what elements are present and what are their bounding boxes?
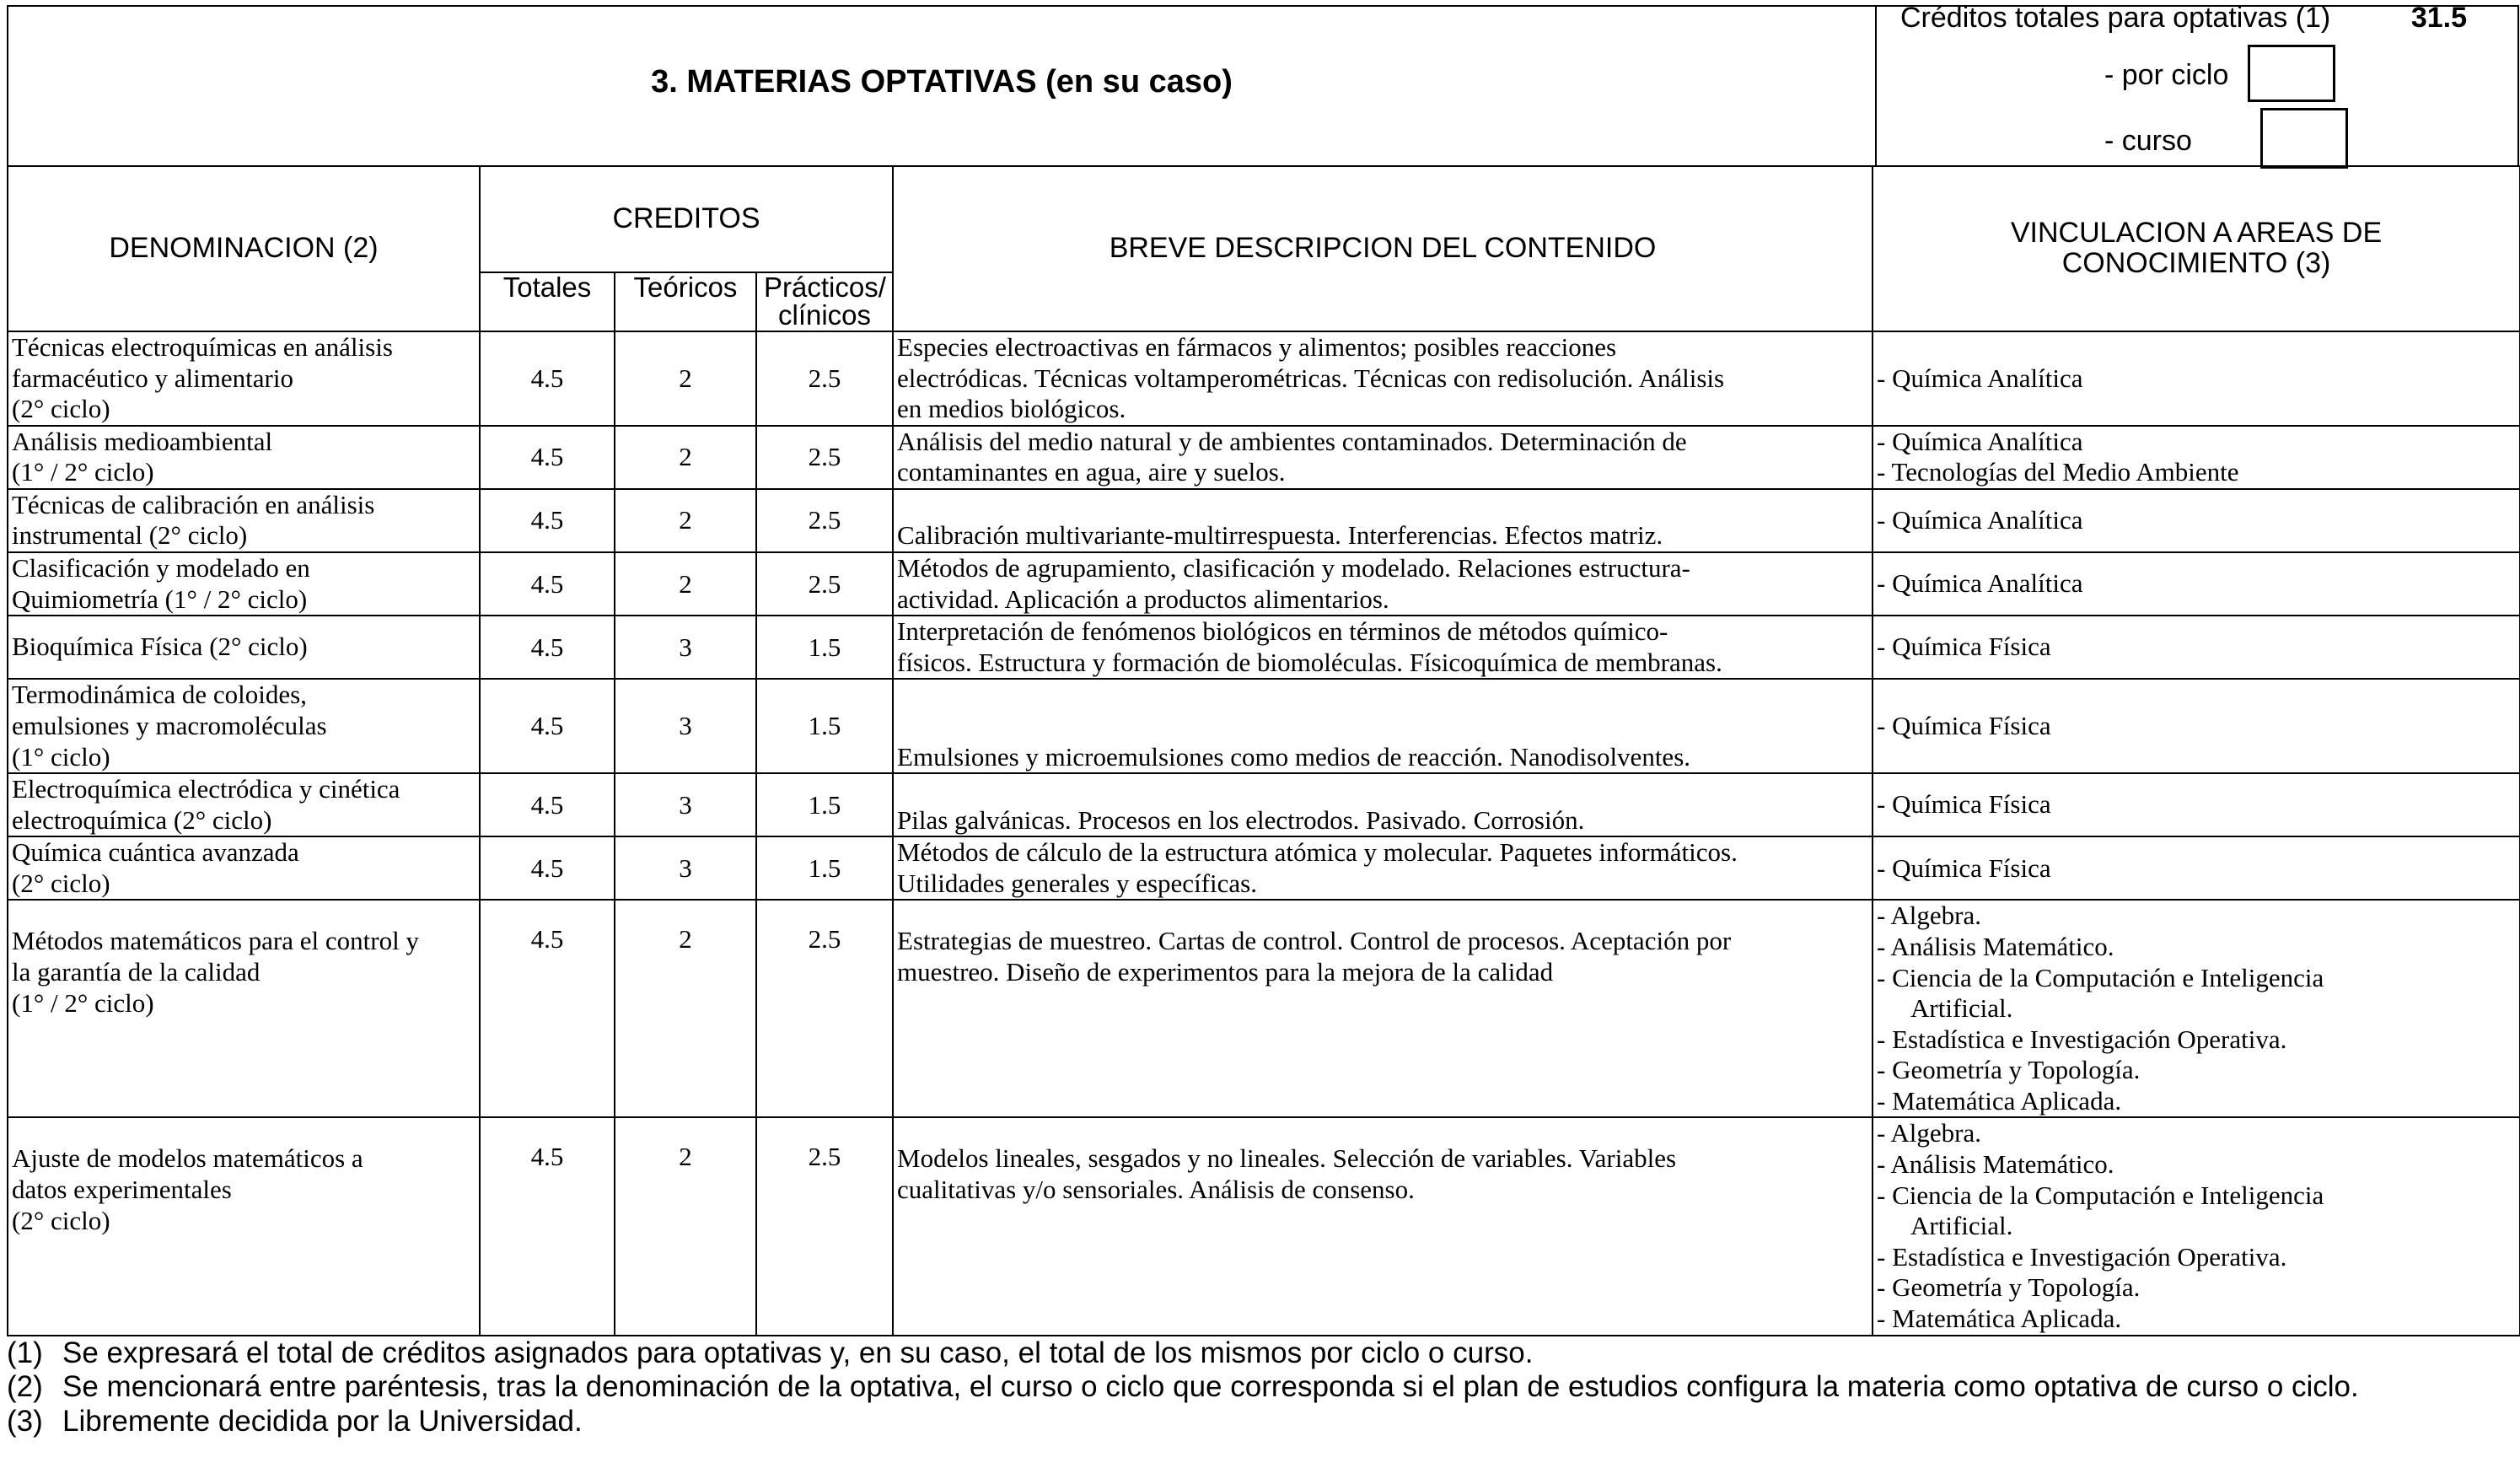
credits-totales-cell: 4.5 bbox=[480, 331, 615, 426]
description-cell bbox=[893, 900, 1873, 1117]
credits-practicos-cell: 2.5 bbox=[756, 489, 893, 552]
description-line: actividad. Aplicación a productos alimentarios. bbox=[897, 583, 1389, 614]
subject-name-cell bbox=[8, 679, 480, 773]
credits-teoricos-cell: 3 bbox=[615, 679, 756, 773]
column-header-creditos: CREDITOS bbox=[480, 166, 893, 272]
credits-teoricos-cell: 3 bbox=[615, 836, 756, 900]
knowledge-area-item: - Química Analítica bbox=[1877, 505, 2083, 535]
subject-name-line: (2° ciclo) bbox=[12, 1205, 110, 1235]
knowledge-areas-cell bbox=[1873, 489, 2520, 552]
credits-teoricos-cell: 2 bbox=[615, 900, 756, 1117]
description-line: físicos. Estructura y formación de biomoléculas. Físicoquímica de membranas. bbox=[897, 647, 1722, 677]
footnote-text: Se expresará el total de créditos asignados para optativas y, en su caso, el total de los mismos por ciclo o curso. bbox=[62, 1336, 1534, 1369]
subject-name-line: Electroquímica electródica y cinética bbox=[12, 774, 400, 804]
description-line: Utilidades generales y específicas. bbox=[897, 868, 1257, 898]
knowledge-area-item: Artificial. bbox=[1910, 1211, 2013, 1241]
credits-totales-cell: 4.5 bbox=[480, 773, 615, 836]
description-cell bbox=[893, 331, 1873, 426]
credits-teoricos-cell: 3 bbox=[615, 773, 756, 836]
knowledge-areas-cell bbox=[1873, 1117, 2520, 1335]
subject-name-line: Termodinámica de coloides, bbox=[12, 680, 307, 710]
knowledge-areas-cell bbox=[1873, 679, 2520, 773]
description-line: Especies electroactivas en fármacos y alimentos; posibles reacciones bbox=[897, 332, 1617, 362]
description-cell bbox=[893, 836, 1873, 900]
subject-name-line: Clasificación y modelado en bbox=[12, 553, 310, 583]
subject-name-cell bbox=[8, 616, 480, 679]
description-line: cualitativas y/o sensoriales. Análisis de consenso. bbox=[897, 1175, 1415, 1205]
knowledge-areas-cell bbox=[1873, 836, 2520, 900]
knowledge-area-item: - Geometría y Topología. bbox=[1877, 1272, 2141, 1303]
description-cell bbox=[893, 616, 1873, 679]
credits-totales-cell: 4.5 bbox=[480, 836, 615, 900]
knowledge-area-item: - Matemática Aplicada. bbox=[1877, 1085, 2122, 1116]
credits-practicos-cell: 2.5 bbox=[756, 552, 893, 616]
table-row bbox=[8, 836, 2520, 900]
table-row bbox=[8, 900, 2520, 1117]
footnote-text: Libremente decidida por la Universidad. bbox=[62, 1404, 583, 1438]
knowledge-areas-cell bbox=[1873, 773, 2520, 836]
subject-name-line: Técnicas de calibración en análisis bbox=[12, 489, 375, 519]
knowledge-area-item: Artificial. bbox=[1910, 993, 2013, 1024]
credits-teoricos-cell: 2 bbox=[615, 426, 756, 489]
knowledge-area-item: - Química Física bbox=[1877, 789, 2051, 820]
subject-name-cell bbox=[8, 426, 480, 489]
per-cycle-box bbox=[2248, 45, 2335, 102]
description-cell bbox=[893, 679, 1873, 773]
document-page bbox=[7, 2, 2519, 1438]
subject-name-line: electroquímica (2° ciclo) bbox=[12, 804, 272, 835]
footnote-text: Se mencionará entre paréntesis, tras la denominación de la optativa, el curso o ciclo que corresponda si el plan de estudios configura la materia como optativa de curso o ciclo. bbox=[62, 1370, 2359, 1404]
knowledge-area-item: - Estadística e Investigación Operativa. bbox=[1877, 1024, 2287, 1054]
description-line: en medios biológicos. bbox=[897, 394, 1126, 424]
table-row bbox=[8, 616, 2520, 679]
total-credits-value: 31.5 bbox=[2410, 2, 2467, 34]
subject-name-line: (2° ciclo) bbox=[12, 394, 110, 424]
knowledge-area-item: - Matemática Aplicada. bbox=[1877, 1303, 2122, 1333]
subject-name-line: datos experimentales bbox=[12, 1175, 232, 1205]
subject-name-cell bbox=[8, 1117, 480, 1335]
subject-name-line: Química cuántica avanzada bbox=[12, 837, 299, 868]
subject-name-cell bbox=[8, 331, 480, 426]
credits-totales-cell: 4.5 bbox=[480, 1117, 615, 1335]
table-body bbox=[8, 331, 2520, 1336]
section-title: 3. MATERIAS OPTATIVAS (en su caso) bbox=[651, 64, 1233, 99]
column-header-denominacion: DENOMINACION (2) bbox=[8, 166, 480, 331]
knowledge-area-item: - Química Física bbox=[1877, 710, 2051, 740]
subject-name-line: la garantía de la calidad bbox=[12, 956, 261, 987]
description-line: Emulsiones y microemulsiones como medios de reacción. Nanodisolventes. bbox=[897, 741, 1691, 772]
credits-teoricos-cell: 2 bbox=[615, 331, 756, 426]
knowledge-area-item: - Tecnologías del Medio Ambiente bbox=[1877, 457, 2239, 487]
subject-name-line: (1° / 2° ciclo) bbox=[12, 457, 154, 487]
section-header bbox=[7, 2, 2519, 165]
column-header-totales: Totales bbox=[480, 272, 615, 331]
footnote-number: (1) bbox=[7, 1336, 43, 1369]
subject-name-line: Bioquímica Física (2° ciclo) bbox=[12, 632, 308, 662]
credits-totales-cell: 4.5 bbox=[480, 900, 615, 1117]
subject-name-line: farmacéutico y alimentario bbox=[12, 363, 293, 393]
knowledge-area-item: - Análisis Matemático. bbox=[1877, 931, 2114, 961]
description-line: contaminantes en agua, aire y suelos. bbox=[897, 457, 1286, 487]
knowledge-area-item: - Ciencia de la Computación e Inteligencia bbox=[1877, 1180, 2324, 1210]
knowledge-areas-cell bbox=[1873, 426, 2520, 489]
subject-name-line: (1° / 2° ciclo) bbox=[12, 987, 154, 1018]
subject-name-cell bbox=[8, 552, 480, 616]
knowledge-areas-cell bbox=[1873, 552, 2520, 616]
description-line: Pilas galvánicas. Procesos en los electrodos. Pasivado. Corrosión. bbox=[897, 804, 1585, 835]
description-line: Métodos de agrupamiento, clasificación y modelado. Relaciones estructura- bbox=[897, 553, 1690, 583]
knowledge-area-item: - Algebra. bbox=[1877, 1118, 1981, 1148]
knowledge-area-item: - Química Analítica bbox=[1877, 426, 2083, 456]
knowledge-area-item: - Química Física bbox=[1877, 852, 2051, 883]
credits-teoricos-cell: 2 bbox=[615, 552, 756, 616]
subject-name-cell bbox=[8, 773, 480, 836]
knowledge-areas-cell bbox=[1873, 331, 2520, 426]
footnote bbox=[7, 1405, 2519, 1439]
table-row bbox=[8, 1117, 2520, 1335]
credits-practicos-cell: 1.5 bbox=[756, 773, 893, 836]
knowledge-area-item: - Algebra. bbox=[1877, 901, 1981, 931]
description-line: Calibración multivariante-multirrespuesta. Interferencias. Efectos matriz. bbox=[897, 520, 1663, 551]
knowledge-area-item: - Estadística e Investigación Operativa. bbox=[1877, 1241, 2287, 1272]
credits-practicos-cell: 2.5 bbox=[756, 426, 893, 489]
subject-name-line: Ajuste de modelos matemáticos a bbox=[12, 1143, 363, 1174]
column-header-vinculacion: VINCULACION A AREAS DE CONOCIMIENTO (3) bbox=[1873, 166, 2520, 331]
subject-name-cell bbox=[8, 489, 480, 552]
description-cell bbox=[893, 773, 1873, 836]
subject-name-cell bbox=[8, 836, 480, 900]
description-line: Modelos lineales, sesgados y no lineales. Selección de variables. Variables bbox=[897, 1143, 1677, 1174]
credits-teoricos-cell: 2 bbox=[615, 489, 756, 552]
subject-name-line: (1° ciclo) bbox=[12, 741, 110, 772]
credits-practicos-cell: 2.5 bbox=[756, 1117, 893, 1335]
description-line: Métodos de cálculo de la estructura atómica y molecular. Paquetes informáticos. bbox=[897, 837, 1738, 868]
footnote bbox=[7, 1370, 2519, 1405]
description-line: muestreo. Diseño de experimentos para la mejora de la calidad bbox=[897, 956, 1554, 987]
credits-totales-cell: 4.5 bbox=[480, 552, 615, 616]
credits-practicos-cell: 2.5 bbox=[756, 331, 893, 426]
optional-subjects-table bbox=[7, 165, 2520, 1336]
credits-totales-cell: 4.5 bbox=[480, 426, 615, 489]
credits-totales-cell: 4.5 bbox=[480, 679, 615, 773]
subject-name-line: Análisis medioambiental bbox=[12, 426, 273, 456]
course-label: - curso bbox=[2104, 125, 2192, 157]
knowledge-area-item: - Análisis Matemático. bbox=[1877, 1149, 2114, 1180]
credits-totales-cell: 4.5 bbox=[480, 616, 615, 679]
column-header-teoricos: Teóricos bbox=[615, 272, 756, 331]
column-header-descripcion: BREVE DESCRIPCION DEL CONTENIDO bbox=[893, 166, 1873, 331]
subject-name-line: Quimiometría (1° / 2° ciclo) bbox=[12, 583, 308, 614]
subject-name-line: instrumental (2° ciclo) bbox=[12, 520, 248, 551]
subject-name-line: (2° ciclo) bbox=[12, 868, 110, 898]
knowledge-area-item: - Ciencia de la Computación e Inteligencia bbox=[1877, 962, 2324, 992]
table-row bbox=[8, 426, 2520, 489]
credits-teoricos-cell: 3 bbox=[615, 616, 756, 679]
credits-totales-cell: 4.5 bbox=[480, 489, 615, 552]
credits-teoricos-cell: 2 bbox=[615, 1117, 756, 1335]
credits-practicos-cell: 1.5 bbox=[756, 679, 893, 773]
table-row bbox=[8, 552, 2520, 616]
credits-practicos-cell: 2.5 bbox=[756, 900, 893, 1117]
credits-practicos-cell: 1.5 bbox=[756, 836, 893, 900]
knowledge-area-item: - Geometría y Topología. bbox=[1877, 1055, 2141, 1085]
footnote bbox=[7, 1336, 2519, 1371]
footnote-number: (2) bbox=[7, 1370, 43, 1404]
table-row bbox=[8, 489, 2520, 552]
knowledge-area-item: - Química Analítica bbox=[1877, 363, 2083, 393]
table-row bbox=[8, 331, 2520, 426]
credits-practicos-cell: 1.5 bbox=[756, 616, 893, 679]
table-row bbox=[8, 679, 2520, 773]
description-cell bbox=[893, 552, 1873, 616]
subject-name-line: Técnicas electroquímicas en análisis bbox=[12, 332, 393, 362]
knowledge-areas-cell bbox=[1873, 616, 2520, 679]
table-row bbox=[8, 773, 2520, 836]
knowledge-area-item: - Química Física bbox=[1877, 632, 2051, 662]
description-cell bbox=[893, 426, 1873, 489]
description-line: Análisis del medio natural y de ambientes contaminados. Determinación de bbox=[897, 426, 1687, 456]
subject-name-line: Métodos matemáticos para el control y bbox=[12, 926, 419, 956]
footnotes bbox=[7, 1336, 2519, 1439]
per-cycle-label: - por ciclo bbox=[2104, 59, 2229, 91]
description-line: Estrategias de muestreo. Cartas de control. Control de procesos. Aceptación por bbox=[897, 926, 1732, 956]
knowledge-area-item: - Química Analítica bbox=[1877, 568, 2083, 599]
column-header-practicos: Prácticos/ clínicos bbox=[756, 272, 893, 331]
description-line: Interpretación de fenómenos biológicos en términos de métodos químico- bbox=[897, 616, 1668, 647]
description-cell bbox=[893, 1117, 1873, 1335]
description-line: electródicas. Técnicas voltamperométricas. Técnicas con redisolución. Análisis bbox=[897, 363, 1725, 393]
subject-name-line: emulsiones y macromoléculas bbox=[12, 710, 327, 740]
credits-summary bbox=[1875, 2, 2517, 165]
course-box bbox=[2260, 108, 2348, 169]
footnote-number: (3) bbox=[7, 1404, 43, 1438]
description-cell bbox=[893, 489, 1873, 552]
total-credits-label: Créditos totales para optativas (1) bbox=[1900, 2, 2331, 34]
knowledge-areas-cell bbox=[1873, 900, 2520, 1117]
subject-name-cell bbox=[8, 900, 480, 1117]
